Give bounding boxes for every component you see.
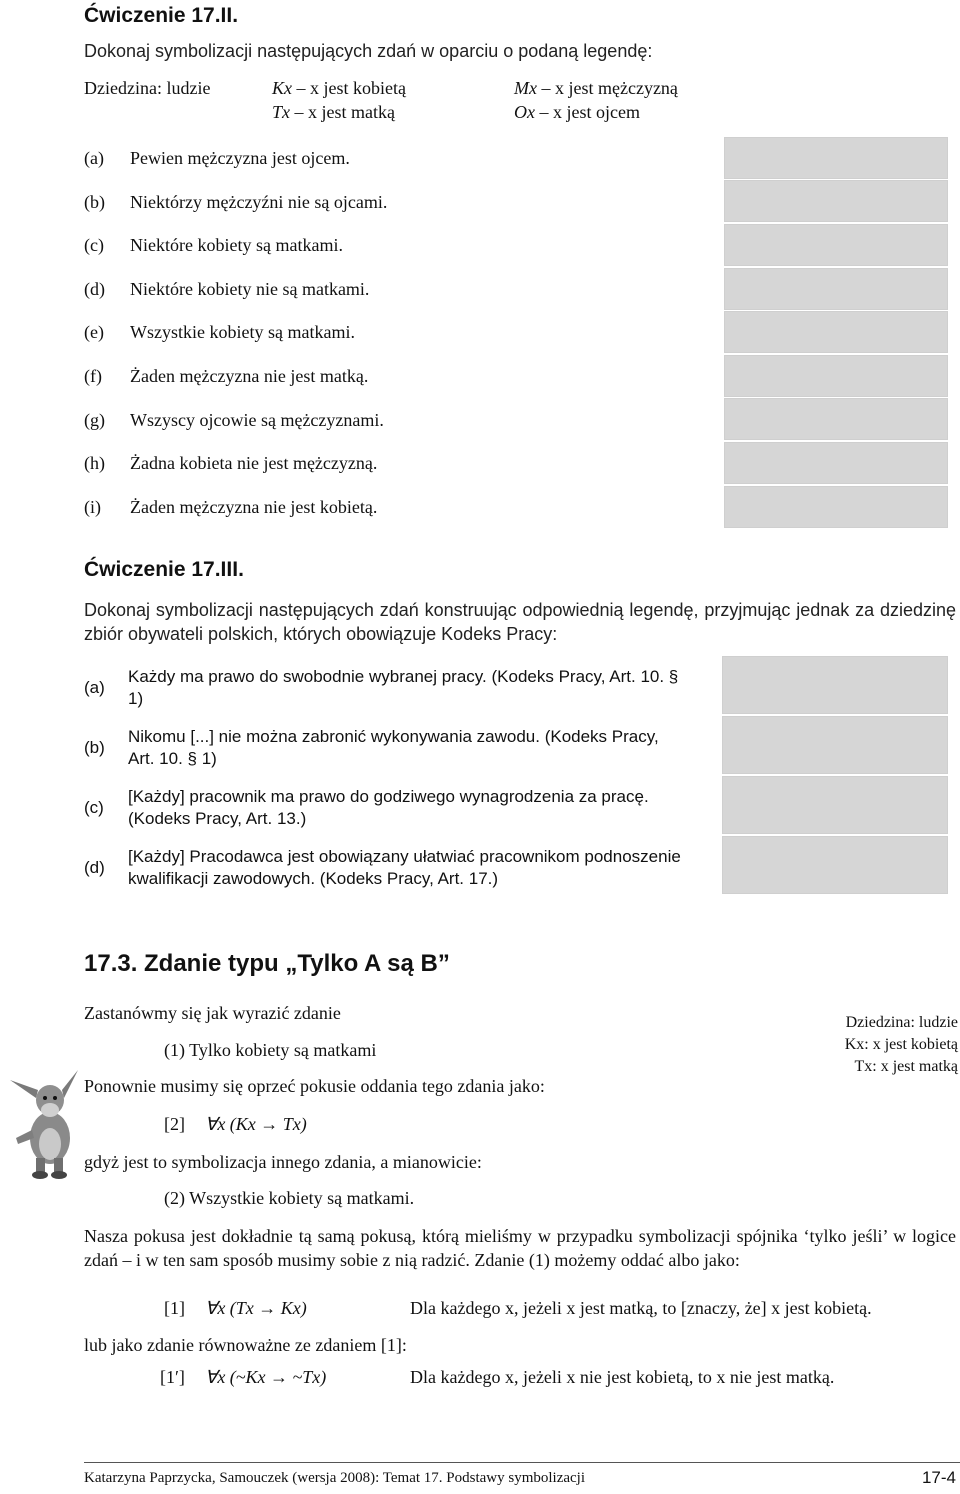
- item3-b-line2: Art. 10. § 1): [128, 749, 217, 768]
- answer-box-b[interactable]: [724, 180, 948, 222]
- item3-label-c: (c): [84, 798, 104, 817]
- paragraph-2: Ponownie musimy się oprzeć pokusie oddania tego zdania jako:: [84, 1076, 545, 1096]
- legend-kx-word: kobietą: [353, 78, 406, 98]
- answer-box-i[interactable]: [724, 486, 948, 528]
- legend-ox: [514, 102, 640, 123]
- paragraph-3: gdyż jest to symbolizacja innego zdania, a mianowicie:: [84, 1152, 482, 1172]
- section-title: Zdanie typu „Tylko A są B”: [144, 950, 450, 977]
- item-text-g: Wszyscy ojcowie są mężczyznami.: [130, 410, 384, 430]
- sentence-2: (2) Wszystkie kobiety są matkami.: [164, 1188, 415, 1208]
- sentence-1: (1) Tylko kobiety są matkami: [164, 1040, 377, 1060]
- footer-text: Katarzyna Paprzycka, Samouczek (wersja 2008): Temat 17. Podstawy symbolizacji: [84, 1470, 586, 1486]
- item3-label-b: (b): [84, 738, 105, 757]
- item3-a-line2: 1): [128, 689, 144, 708]
- item3-text-d: [128, 846, 704, 890]
- legend-mx-word: mężczyzną: [597, 78, 678, 98]
- formula-1: ∀x (Tx → Kx): [205, 1298, 307, 1318]
- paragraph-5: lub jako zdanie równoważne ze zdaniem [1]:: [84, 1335, 407, 1355]
- exercise-2-instruction: Dokonaj symbolizacji następujących zdań w oparciu o podaną legendę:: [84, 41, 653, 61]
- legend-ox-word: ojcem: [596, 102, 640, 122]
- answer-box-a[interactable]: [724, 137, 948, 179]
- section-number: 17.3.: [84, 950, 138, 977]
- answer-box-3b[interactable]: [722, 716, 948, 774]
- legend-ox-text: – x jest: [535, 102, 596, 122]
- legend-mx: [514, 78, 678, 99]
- item-label-f: (f): [84, 366, 102, 386]
- item-label-b: (b): [84, 192, 105, 212]
- legend-kx-text: – x jest: [292, 78, 353, 98]
- item-label-g: (g): [84, 410, 105, 430]
- item-label-d: (d): [84, 279, 105, 299]
- item3-label-a: (a): [84, 678, 105, 697]
- footer-rule: [84, 1462, 960, 1463]
- item-label-c: (c): [84, 235, 104, 255]
- item-label-h: (h): [84, 453, 105, 473]
- item3-d-line2: kwalifikacji zawodowych. (Kodeks Pracy, Art. 17.): [128, 869, 499, 888]
- legend-tx: [272, 102, 395, 123]
- item-text-a: Pewien mężczyzna jest ojcem.: [130, 148, 350, 168]
- answer-box-3c[interactable]: [722, 776, 948, 834]
- exercise-3-instruction: Dokonaj symbolizacji następujących zdań konstruując odpowiednią legendę, przyjmując jednak za dziedzinę zbiór obywateli polskich, których obowiązuje Kodeks Pracy:: [84, 600, 956, 644]
- item-text-f: Żaden mężczyzna nie jest matką.: [130, 366, 369, 386]
- legend-tx-word: matką: [351, 102, 395, 122]
- item3-label-d: (d): [84, 858, 105, 877]
- answer-box-h[interactable]: [724, 442, 948, 484]
- item3-d-line1: [Każdy] Pracodawca jest obowiązany ułatwiać pracownikom podnoszenie: [128, 847, 681, 866]
- answer-box-c[interactable]: [724, 224, 948, 266]
- side-legend-kx: Kx: x jest kobietą: [844, 1036, 958, 1053]
- answer-box-e[interactable]: [724, 311, 948, 353]
- item-text-i: Żaden mężczyzna nie jest kobietą.: [130, 497, 378, 517]
- legend-tx-text: – x jest: [290, 102, 351, 122]
- formula-1prime-label: [1′]: [160, 1367, 185, 1387]
- item3-a-line1: Każdy ma prawo do swobodnie wybranej pracy. (Kodeks Pracy, Art. 10. §: [128, 667, 679, 686]
- formula-1-gloss: Dla każdego x, jeżeli x jest matką, to [znaczy, że] x jest kobietą.: [410, 1298, 872, 1318]
- side-legend-domain: Dziedzina: ludzie: [845, 1014, 958, 1031]
- legend-tx-symbol: Tx: [272, 102, 290, 122]
- page-number: 17-4: [921, 1468, 956, 1487]
- answer-box-f[interactable]: [724, 355, 948, 397]
- legend-ox-symbol: Ox: [514, 102, 535, 122]
- formula-1prime-gloss: Dla każdego x, jeżeli x nie jest kobietą, to x nie jest matką.: [410, 1367, 835, 1387]
- formula-1prime: ∀x (~Kx → ~Tx): [205, 1367, 327, 1387]
- paragraph-1: Zastanówmy się jak wyrazić zdanie: [84, 1003, 341, 1023]
- item-text-h: Żadna kobieta nie jest mężczyzną.: [130, 453, 378, 473]
- legend-kx-symbol: Kx: [272, 78, 292, 98]
- legend-kx: [272, 78, 406, 99]
- answer-box-3a[interactable]: [722, 656, 948, 714]
- formula-2: ∀x (Kx → Tx): [205, 1114, 307, 1134]
- item3-text-b: [128, 726, 704, 770]
- item3-text-a: [128, 666, 704, 710]
- item3-c-line1: [Każdy] pracownik ma prawo do godziwego wynagrodzenia za pracę.: [128, 787, 649, 806]
- item3-c-line2: (Kodeks Pracy, Art. 13.): [128, 809, 307, 828]
- answer-box-d[interactable]: [724, 268, 948, 310]
- item-label-a: (a): [84, 148, 104, 168]
- item-text-b: Niektórzy mężczyźni nie są ojcami.: [130, 192, 388, 212]
- exercise-3-title: Ćwiczenie 17.III.: [84, 558, 244, 581]
- item3-b-line1: Nikomu [...] nie można zabronić wykonywania zawodu. (Kodeks Pracy,: [128, 727, 659, 746]
- answer-box-3d[interactable]: [722, 836, 948, 894]
- side-legend-tx: Tx: x jest matką: [854, 1058, 958, 1075]
- legend-mx-text: – x jest: [536, 78, 598, 98]
- item-text-d: Niektóre kobiety nie są matkami.: [130, 279, 370, 299]
- donkey-icon: [2, 1060, 82, 1180]
- answer-box-g[interactable]: [724, 398, 948, 440]
- item3-text-c: [128, 786, 704, 830]
- domain-label: Dziedzina: ludzie: [84, 78, 211, 98]
- formula-2-label: [2]: [164, 1114, 185, 1134]
- exercise-2-title: Ćwiczenie 17.II.: [84, 4, 239, 27]
- side-legend: [820, 1012, 958, 1078]
- item-text-c: Niektóre kobiety są matkami.: [130, 235, 343, 255]
- legend-mx-symbol: Mx: [514, 78, 537, 98]
- item-label-e: (e): [84, 322, 104, 342]
- formula-1-label: [1]: [164, 1298, 185, 1318]
- paragraph-4: Nasza pokusa jest dokładnie tą samą pokusą, którą mieliśmy w przypadku symbolizacji spójnika ‘tylko jeśli’ w logice zdań – i w ten sam sposób musimy sobie z nią radzić. Zdanie (1) możemy oddać albo jako:: [84, 1226, 956, 1270]
- item-label-i: (i): [84, 497, 101, 517]
- item-text-e: Wszystkie kobiety są matkami.: [130, 322, 355, 342]
